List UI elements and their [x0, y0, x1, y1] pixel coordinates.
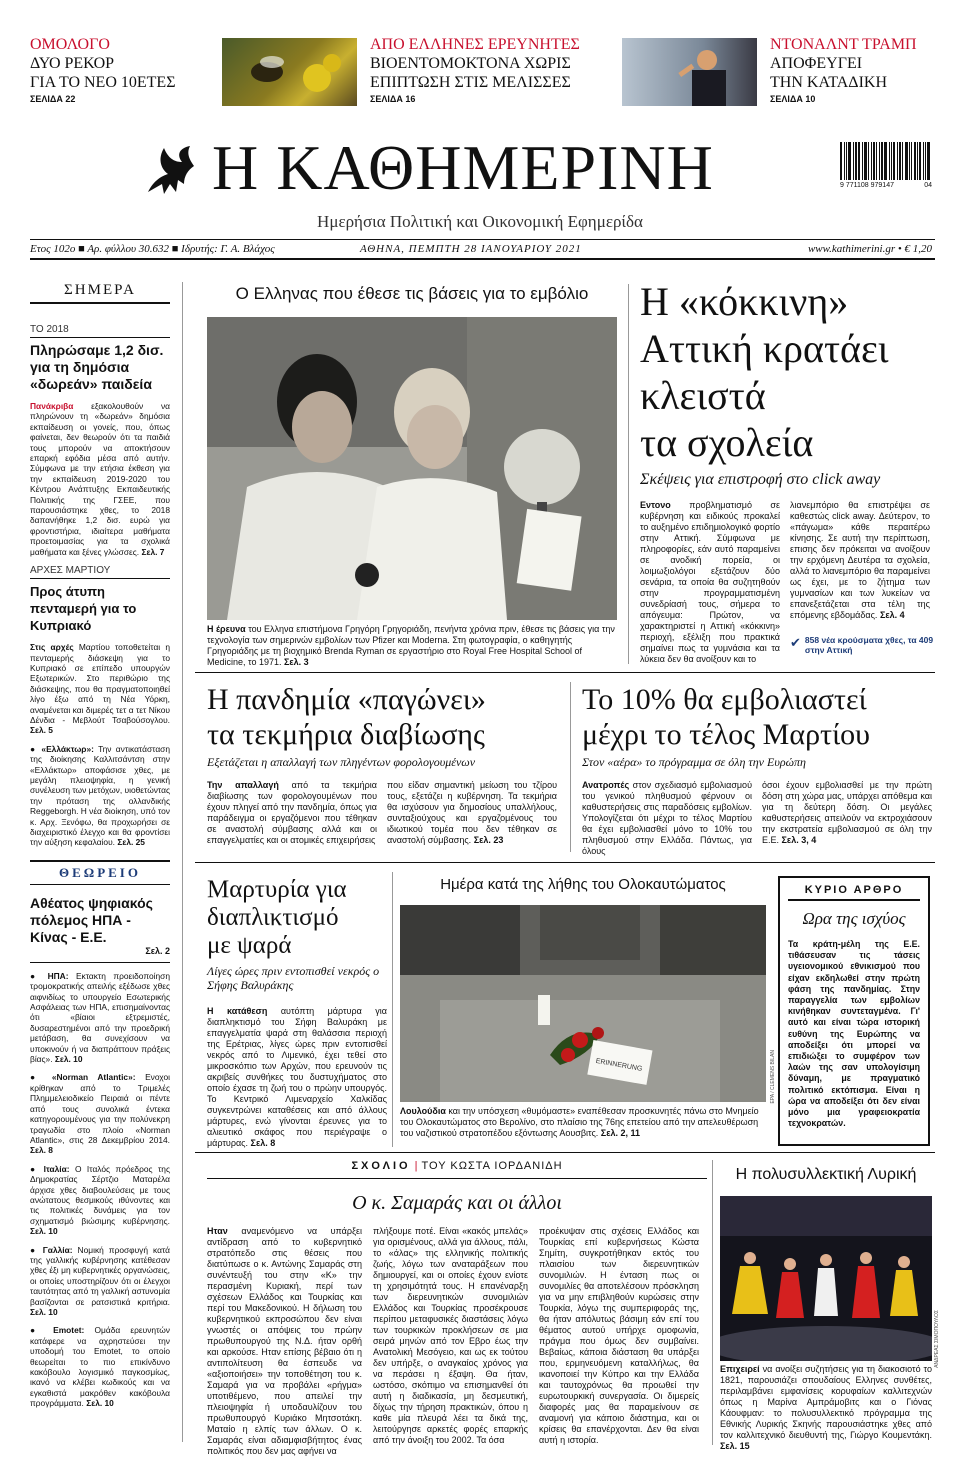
comment-col-2: πλήξουμε ποτέ. Είναι «κακός μπελάς» για ορισμένους, αλλά για άλλους, πάλι, το «άλας» της ελληνικής πολιτικής ζωής, λόγω των αναταράξεων που δημιουργεί, και οι οποίες έχουν ενίοτε τη χρησιμότητά τους. Η επανέναρξη των διερευνητικών συνομιλιών Ελλάδος και Τουρκίας προσέκρουσε περίπου μεταφυσικές διαστάσεις λόγω των τουρκικών προκλήσεων σε μια σειρά μηνών από τον Εβρο έως την Ανατολική Μεσόγειο, και ως εκ τούτου δεν υπήρξε, ο αναγκαίος χρόνος για να περάσει η έξαψη. Θα ήταν, ωστόσο, σκόπιμο να επισημανθεί ότι αυτή η διαδικασία, μη δεσμευτική, δίχως την τήρηση πρακτικών, όπου η καθε μία πλευρά λέει τα δικά της, λειτούργησε αρκετές φορές επαρκής από την άνοιξη του 2002. Τα όσα — [373, 1226, 528, 1445]
photo-credit: EPA / CLEMENS BILAN — [770, 1050, 776, 1104]
teaser-insecticide[interactable] — [370, 36, 590, 104]
editorial-box — [778, 876, 930, 1146]
barcode-number: 9 771108 979147 — [840, 182, 894, 189]
barcode-bar — [876, 142, 877, 180]
sidebar — [30, 282, 170, 1409]
brief-item[interactable] — [30, 1245, 170, 1318]
masthead-title: Η ΚΑΘΗΜΕΡΙΝΗ — [212, 132, 714, 203]
column-rule — [628, 284, 629, 664]
column-rule — [182, 282, 183, 1442]
comment-author: ΤΟΥ ΚΩΣΤΑ ΙΟΡΔΑΝΙΔΗ — [421, 1160, 563, 1172]
teaser-title-line: ΒΙΟΕΝΤΟΜΟΚΤΟΝΑ ΧΩΡΙΣ — [370, 55, 571, 72]
comment-col-1: Ηταν αναμενόμενο να υπάρξει αντίδραση από το κυβερνητικό στρατόπεδο στις θέσεις που διατύπωσε ο κ. Αντώνης Σαμαράς στη συνέντευξή του στην «Κ» την περασμένη Κυριακή, περί των σχέσεων Ελλάδος και Τουρκίας και περί του Μακεδονικού. Η δήλωση του κυβερνητικού εκπροσώπου δεν είναι γνωστές οι απόψεις του πρώην πρωθυπουργού της Ν.Δ. ήταν ορθή και αρκούσε. Ηταν επίσης βέβαιο ότι η αντιπολίτευση θα έσπευδε να «αξιοποιήσει» την τοποθέτηση του κ. Σαμαρά για να προβάλει «ρήγμα» υποτιθέμενο, που απειλεί την πλειοψηφία ή υποδαυλίζουν του πρωθυπουργό Κυριάκο Μητσοτάκη. Ματαίο η ελπίς των άλλων. Ο κ. Σαμαράς είναι αδιαμφισβήτητος ένας πολιτικός που δεν μας αφήνει να — [207, 1226, 362, 1456]
barcode-bar — [855, 142, 857, 180]
divider — [30, 258, 935, 260]
comment-label: ΣΧΟΛΙΟ — [351, 1160, 411, 1172]
barcode-bar — [868, 142, 869, 180]
brief-item[interactable] — [30, 971, 170, 1065]
barcode-bar — [925, 142, 926, 180]
memorial-scene-icon — [400, 905, 766, 1102]
barcode-bar — [881, 142, 883, 180]
theorio-title: Αθέατος ψηφιακός πόλεμος ΗΠΑ - Κίνας - Ε.Ε. — [30, 894, 153, 945]
barcode-bar — [923, 142, 924, 180]
comment-title[interactable]: Ο κ. Σαμαράς και οι άλλοι — [352, 1192, 562, 1214]
barcode-bar — [879, 142, 880, 180]
dateline: ΑΘΗΝΑ, ΠΕΜΠΤΗ 28 ΙΑΝΟΥΑΡΙΟΥ 2021 — [360, 243, 582, 255]
brief-lead: ● Emotet: — [30, 1325, 85, 1336]
holocaust-headline[interactable]: Ημέρα κατά της λήθης του Ολοκαυτώματος — [440, 876, 726, 893]
bee-icon — [222, 38, 357, 106]
brief-item[interactable] — [30, 1072, 170, 1155]
teaser-kicker: ΑΠΟ ΕΛΛΗΝΕΣ ΕΡΕΥΝΗΤΕΣ — [370, 36, 580, 53]
brief-lead: ● ΗΠΑ: — [30, 970, 69, 981]
barcode-bar — [853, 142, 854, 180]
divider — [195, 1152, 935, 1153]
lead-word: Πανάκριβα — [30, 401, 74, 411]
barcode-bar — [893, 142, 895, 180]
barcode-bar — [862, 142, 863, 180]
memorial-photo — [400, 905, 766, 1102]
spearfishing-body: Η κατάθεση αυτόπτη μάρτυρα για διαπληκτισμό του Σήφη Βαλυράκη με επαγγελματία ψαρά στη θαλάσσια περιοχή της Ερέτριας, λίγες ώρες πριν εντοπισθεί νεκρός από το Λιμενικό, έχει τεθεί στο μικροσκόπιο των Αρχών, που ερευνούν τις ακριβείς συνθήκες του δυστυχήματος στο οποίο έχασε τη ζωή του ο πρώην υπουργός. Το Κεντρικό Λιμεναρχείο Χαλκίδας συγκεντρώνει καταθέσεις και από άλλους μάρτυρες, ενώ γίνονται έρευνες για το αλιευτικό σκάφος που περιέγραψε ο μάρτυρας. Σελ. 8 — [207, 1006, 387, 1148]
barcode-bar — [864, 142, 867, 180]
opera-body: Επιχειρεί να ανοίξει συζητήσεις για τη διακοσιοτό το 1821, παρουσιάζει σπουδαίους Ελληνες συνθέτες, περιλαμβάνει εμφανίσεις κορυφαίων καλλιτεχνών όπως η Μαρίνα Αμπράμοβιτς και ο Γιόνας Κάουφμαν: το πολυσυλλεκτικό πρόγραμμα της Εθνικής Λυρικής Σκηνής παρουσιάστηκε χθες από τον καλλιτεχνικό διευθυντή της, Γιώργο Κουμεντάκη. Σελ. 15 — [720, 1364, 932, 1451]
spearfishing-subhead: Λίγες ώρες πριν εντοπισθεί νεκρός ο Σήφης Βαλυράκης — [207, 964, 380, 992]
barcode-bar — [911, 142, 912, 180]
barcode-bar — [927, 142, 930, 180]
teaser-page: ΣΕΛΙΔΑ 16 — [370, 94, 416, 104]
column-rule — [712, 1160, 713, 1445]
divider — [30, 239, 935, 240]
teaser-title-line: ΑΠΟΦΕΥΓΕΙ — [770, 55, 863, 72]
barcode-bar — [902, 142, 903, 180]
brief-body: Ενοχοι κρίθηκαν από το Τριμελές Πλημμελειοδικείο Πειραιά οι πέντε από τους συνολικά έντεκα κατηγορουμένους για την πολύνεκρη τραγωδία στο πλοίο «Norman Atlantic», στις 28 Δεκεμβρίου 2014. — [30, 1072, 170, 1145]
barcode-bar — [846, 142, 847, 180]
vaccination-headline[interactable]: Το 10% θα εμβολιαστεί μέχρι το τέλος Μαρτίου — [582, 683, 871, 751]
brief-body: Νομική προσφυγή κατά της γαλλικής κυβέρνησης κατέθεσαν χθες έξι μη κυβερνητικές οργανώσεις, οι οποίες υποστηρίζουν ότι οι έλεγχοι ταυτότητας από τη γαλλική αστυνομία βασίζονται σε ρατσιστικά κριτήρια. — [30, 1244, 170, 1307]
stat-text: 858 νέα κρούσματα χθες, τα 409 στην Αττική — [804, 635, 934, 655]
website-price: www.kathimerini.gr • € 1,20 — [807, 243, 932, 255]
page-ref: Σελ. 2 — [145, 945, 170, 956]
pandemic-col-2: που είδαν σημαντική μείωση του τζίρου τους, εξετάζει η κυβέρνηση. Τα τεκμήρια θα ισχύσουν για δημοσίους υπαλλήλους, συνταξιούχους και εργαζομένους του ιδιωτικού τομέα που δεν τέθηκαν σε αναστολή σύμβασης. Σελ. 23 — [387, 780, 557, 845]
pandemic-headline[interactable]: Η πανδημία «παγώνει» τα τεκμήρια διαβίωσης — [207, 683, 486, 751]
barcode — [840, 142, 932, 189]
lead-subhead: Σκέψεις για επιστροφή στο click away — [640, 471, 881, 488]
divider — [195, 862, 935, 863]
sidebar-body: ● «Ελλάκτωρ»: Την αντικατάσταση της διοίκησης Καλλιτσάντση στην «Ελλάκτωρ» αποφάσισε χθες, με μεγάλη πλειοψηφία, η γενική συνέλευση των μετόχων, υιοθετώντας την πρόταση της ολλανδικής Reggeborgh. Η νέα διοίκηση, υπό τον κ. Αρχ. Ξενόφω, θα προχωρήσει σε διαχειριστικό έλεγχο και θα φροντίσει την αύξηση κεφαλαίου. Σελ. 25 — [30, 743, 170, 848]
sidebar-title: Πληρώσαμε 1,2 δισ. για τη δημόσια «δωρεάν» παιδεία — [30, 342, 164, 392]
masthead-subtitle: Ημερήσια Πολιτική και Οικονομική Εφημερίδα — [317, 212, 643, 231]
person-icon — [622, 38, 757, 106]
vaccination-subhead: Στον «αέρα» το πρόγραμμα σε όλη την Ευρώπη — [582, 755, 806, 769]
pandemic-col-1: Την απαλλαγή από τα τεκμήρια διαβίωσης των φορολογουμένων που έχουν πληγεί από την πανδημία, όπως για παράδειγμα οι εργαζόμενοι που τέθηκαν σε αναστολή σύμβασης αλλά και οι επαγγελματίες και οι ατομικές επιχειρήσεις — [207, 780, 377, 845]
sidebar-header: ΣΗΜΕΡΑ — [30, 282, 170, 304]
teaser-trump[interactable] — [770, 36, 940, 104]
page-ref: Σελ. 10 — [30, 1307, 58, 1317]
sidebar-body: Πανάκριβα εξακολουθούν να πληρώνουν τη «δωρεάν» δημόσια εκπαίδευση οι γονείς, που, όπως φαίνεται, δεν θεωρούν ότι τα παιδιά τους μπορούν να αποκτήσουν επαρκή εφόδια μέσα από αυτήν. Σύμφωνα με την ετήσια έκθεση για την εκπαίδευση 2019-2020 του Κέντρου Ανάπτυξης Εκπαιδευτικής Πολιτικής της ΓΣΕΕ, που παρουσιάστηκε χθες, το 2018 δαπανήθηκε 1,2 δισ. ευρώ για φροντιστήρια, ιδιαίτερα μαθήματα προετοιμασίας για τα σχολικά μαθήματα και ξένες γλώσσες. Σελ. 7 — [30, 401, 170, 557]
editorial-header: ΚΥΡΙΟ ΑΡΘΡΟ — [788, 884, 920, 901]
stat-callout — [790, 635, 935, 655]
sidebar-kicker: ΑΡΧΕΣ ΜΑΡΤΙΟΥ — [30, 565, 111, 577]
teaser-page: ΣΕΛΙΔΑ 22 — [30, 94, 76, 104]
dancers-scene-icon — [720, 1196, 932, 1361]
lead-col-2: λιανεμπόριο θα επιστρέψει σε καθεστώς click away. Δεύτερον, το «πάγωμα» κάθε περαιτέρω κίνησης. Σε αυτή την περίπτωση, επισης δεν πρόκειται να ανοίξουν την ερχόμενη Δευτέρα τα σχολεία, αλλά το λιανεμπόριο θα παραμείνει ως έχει, με το ζήτημα των γυμνασίων και των λυκείων να επανεξετάζεται στα τέλη της επόμενης εβδομάδας. Σελ. 4 — [790, 500, 930, 620]
barcode-bar — [909, 142, 910, 180]
trump-photo — [622, 38, 757, 106]
teaser-page: ΣΕΛΙΔΑ 10 — [770, 94, 816, 104]
issue-info: Ετος 102ο ■ Αρ. φύλλου 30.632 ■ Ιδρυτής: Γ. Α. Βλάχος — [30, 243, 275, 255]
opera-headline[interactable]: Η πολυσυλλεκτική Λυρική — [735, 1166, 917, 1183]
bee-photo — [222, 38, 357, 106]
barcode-bar — [871, 142, 872, 180]
barcode-bar — [914, 142, 916, 180]
barcode-bar — [899, 142, 901, 180]
griffin-logo-icon — [140, 140, 200, 200]
vaccine-caption: Η έρευνα του Ελληνα επιστήμονα Γρηγόρη Γρηγοριάδη, πενήντα χρόνια πριν, έθεσε τις βάσεις για την τεχνολογία των σημερινών εμβολίων των Pfizer και Moderna. Στη φωτογραφία, ο καθηγητής Γρηγοριάδης με τη βιοχημικό Brenda Ryman σε εργαστήριο στο Royal Free Hospital School of Medicine, το 1971. Σελ. 3 — [207, 624, 615, 667]
barcode-bar — [897, 142, 898, 180]
page-ref: Σελ. 10 — [30, 1226, 58, 1237]
brief-body: Ο Ιταλός πρόεδρος της Δημοκρατίας Σέρτζιο Ματαρέλα άρχισε χθες διαβουλεύσεις με τους ανώτατους θεσμικούς ιθύνοντες και τις πολιτικές δυνάμεις για τον σχηματισμό βιώσιμης κυβέρνησης. — [30, 1163, 170, 1226]
divider — [195, 672, 935, 673]
checkmark-icon: ✔ — [790, 635, 801, 650]
brief-item[interactable] — [30, 1325, 170, 1408]
barcode-bar — [917, 142, 918, 180]
sidebar-body: Στις αρχές Μαρτίου τοποθετείται η πενταμερής διάσκεψη για το Κυπριακό σε επίπεδο υπουργών Εξωτερικών. Στο περιθώριο της διάσκεψης, που θα πραγματοποιηθεί λίγο έξω από τη Νέα Υόρκη, αναμένεται και διμερές τετ α τετ Νίκου Δένδια - Μεβλούτ Τσαβούσογλου. Σελ. 5 — [30, 642, 170, 736]
page-ref: Σελ. 10 — [86, 1398, 114, 1409]
barcode-bar — [844, 142, 845, 180]
page-ref: Σελ. 10 — [54, 1054, 83, 1065]
brief-lead: ● Ιταλία: — [30, 1163, 70, 1174]
vaccination-col-1: Ανατροπές στον σχεδιασμό εμβολιασμού του γενικού πληθυσμού φέρνουν οι καθυστερήσεις στις παραδόσεις εμβολίων. Υπολογίζεται ότι μέχρι το τέλος Μαρτίου θα έχει εμβολιασθεί μόνο το 10% του πληθυσμού στην Ελλάδα. Πάντως, για όλους — [582, 780, 752, 856]
barcode-bar — [889, 142, 890, 180]
scientists-photo — [207, 317, 617, 620]
teaser-kicker: ΟΜΟΛΟΓΟ — [30, 36, 110, 53]
pandemic-subhead: Εξετάζεται η απαλλαγή των πληγέντων φορολογουμένων — [207, 755, 476, 769]
vaccine-headline[interactable]: Ο Ελληνας που έθεσε τις βάσεις για το εμβόλιο — [235, 284, 589, 303]
lab-scene-icon — [207, 317, 617, 620]
barcode-bar — [873, 142, 875, 180]
barcode-bar — [891, 142, 892, 180]
teaser-kicker: ΝΤΟΝΑΛΝΤ ΤΡΑΜΠ — [770, 36, 917, 53]
barcode-bar — [905, 142, 908, 180]
teaser-title-line: ΔΥΟ ΡΕΚΟΡ — [30, 55, 115, 72]
lead-headline[interactable]: Η «κόκκινη» Αττική κρατάει κλειστά τα σχολεία — [640, 279, 889, 465]
brief-body: Ομάδα ερευνητών κατάφερε να αχρηστεύσει την υποδομή του Emotet, το οποίο θεωρείται το πιο επικίνδυνο κακόβουλο λογισμικό παγκοσμίως, ικανό να κλέβει κωδικούς και να εγκαθιστά μακρόθεν κακόβουλα προγράμματα. — [30, 1325, 170, 1409]
page-ref: Σελ. 8 — [30, 1145, 53, 1156]
barcode-bar — [848, 142, 851, 180]
sidebar-title: Προς άτυπη πενταμερή για το Κυπριακό — [30, 584, 137, 634]
vaccination-col-2: όσοι έχουν εμβολιασθεί με την πρώτη δόση στη χώρα μας, υπάρχει απόθεμα και για τη δεύτερη δόση. Οι μεγάλες καθυστερήσεις απειλούν να εκτροχιάσουν την εκστρατεία εμβολιασμού σε όλη την Ε.Ε. Σελ. 3, 4 — [762, 780, 932, 845]
teaser-title-line: ΓΙΑ ΤΟ ΝΕΟ 10ΕΤΕΣ — [30, 74, 176, 91]
sidebar-kicker: ΤΟ 2018 — [30, 324, 69, 335]
brief-lead: ● «Norman Atlantic»: — [30, 1072, 136, 1083]
theorio-header: ΘΕΩΡΕΙΟ — [59, 864, 141, 880]
page-ref: Σελ. 7 — [141, 546, 165, 557]
brief-body: Εκτακτη προειδοποίηση τρομοκρατικής απειλής εξέδωσε χθες αιφνιδίως το υπουργείο Εσωτερικής Ασφάλειας των ΗΠΑ, επισημαίνοντας ότι «βίαιοι εξτρεμιστές, δυσαρεστημένοι από την προεδρική μετάβαση, θα συνεχίσουν να υποκινούν ή να διαπράττουν πράξεις βίας». — [30, 970, 170, 1065]
spearfishing-headline[interactable]: Μαρτυρία για διαπλικτισμό με ψαρά — [207, 876, 347, 959]
editorial-body: Τα κράτη-μέλη της Ε.Ε. τιθάσευσαν τις τάσεις υγειονομικού εθνικισμού που είχαν εκδηλωθεί στην πρώτη φάση της πανδημίας. Στην παραγγελία των εμβολίων κινήθηκαν συντεταγμένα. Γι' αυτό και είναι τώρα ιστορική ευθύνη της Ευρώπης να αποδείξει ότι μπορεί να επιδιώξει το συμφέρον των λαών της σαν υπολογίσιμη δύναμη, με πραγματικό πολιτικό εκτόπισμα. Είναι η ώρα να αποδείξει ότι δεν είναι μόνο μια γραφειοκρατία τεχνοκρατών. — [788, 939, 920, 1129]
memorial-note: ERINNERUNG — [595, 1057, 643, 1073]
barcode-bar — [884, 142, 887, 180]
brief-lead: ● Γαλλία: — [30, 1244, 73, 1255]
barcode-bar — [858, 142, 860, 180]
barcode-issue: 04 — [924, 182, 932, 189]
lead-col-1: Εντονο προβληματισμό σε κυβέρνηση και ειδικούς προκαλεί το αυξημένο επιδημιολογικό φορτίο στην Αττική. Σύμφωνα με πληροφορίες, εάν αυτό παραμείνει σε ανοδική πορεία, οι λοιμωξιολόγοι εξετάζουν δύο σενάρια, τα οποία θα συζητηθούν στην προγραμματισμένη συνεδρίασή τους, σήμερα το απόγευμα: Πρώτον, να χαρακτηριστεί η Αττική «κόκκινη» περιοχή, εξέλιξη που πρακτικά σημαίνει πως τα γυμνάσια και τα λύκεια δεν θα ανοίξουν και το — [640, 500, 780, 664]
teaser-title-line: ΕΠΙΠΤΩΣΗ ΣΤΙΣ ΜΕΛΙΣΣΕΣ — [370, 74, 571, 91]
barcode-bars — [840, 142, 932, 182]
comment-byline: ΣΧΟΛΙΟ | ΤΟΥ ΚΩΣΤΑ ΙΟΡΔΑΝΙΔΗ — [351, 1160, 563, 1172]
barcode-bar — [840, 142, 842, 180]
comment-col-3: προέκυψαν στις σχέσεις Ελλάδος και Τουρκίας επί κυβερνήσεως Κώστα Σημίτη, συγκροτήθηκαν εκτός του πλαισίου των διερευνητικών συνομιλιών. Η ένταση πως οι συνομιλίες θα αποτελέσουν πρόσκληση για να μην επιβληθούν κυρώσεις στην Τουρκία, λόγω της συμπεριφοράς της, θα ήταν απόλυτως βάσιμη εάν επί του θέματος αυτού υπήρχε ομοφωνία, πράγμα που όμως δεν συμβαίνει. Βεβαίως, κάποια διάσταση θα υπάρξει που, ερμηνευόμενη καταλλήλως, θα ικανοποιεί την Κύπρο και την Ελλάδα και ταυτοχρόνως θα προωθεί την ευρωτουρκική συνεργασία. Οι διμερείς διαφορές μας θα παραμείνουν σε αναμονή για κάποιο διάστημα, και οι κρίσεις θα επανέρχονται. Δεν θα είναι αυτή η ιστορία. — [539, 1226, 699, 1445]
editorial-title: Ωρα της ισχύος — [802, 909, 906, 928]
column-rule — [392, 872, 393, 1147]
divider — [207, 1178, 707, 1179]
teaser-title-line: ΤΗΝ ΚΑΤΑΔΙΚΗ — [770, 74, 888, 91]
holocaust-caption: Λουλούδια και την υπόσχεση «θυμόμαστε» εναπέθεσαν προσκυνητές πάνω στο Μνημείο του Ολοκαυτώματος στο Βερολίνο, στο πλαίσιο της 76ης επετείου από την απελευθέρωση του ναζιστικού στρατοπέδου εξόντωσης Αουσβιτς. Σελ. 2, 11 — [400, 1106, 759, 1138]
brief-list — [30, 971, 170, 1409]
teaser-bond[interactable] — [30, 36, 210, 104]
photo-credit: ΑΝΔΡΕΑΣ ΣΙΜΟΠΟΥΛΟΣ — [934, 1310, 940, 1368]
brief-item[interactable] — [30, 1164, 170, 1237]
column-rule — [570, 682, 571, 852]
opera-photo — [720, 1196, 932, 1361]
barcode-bar — [919, 142, 921, 180]
